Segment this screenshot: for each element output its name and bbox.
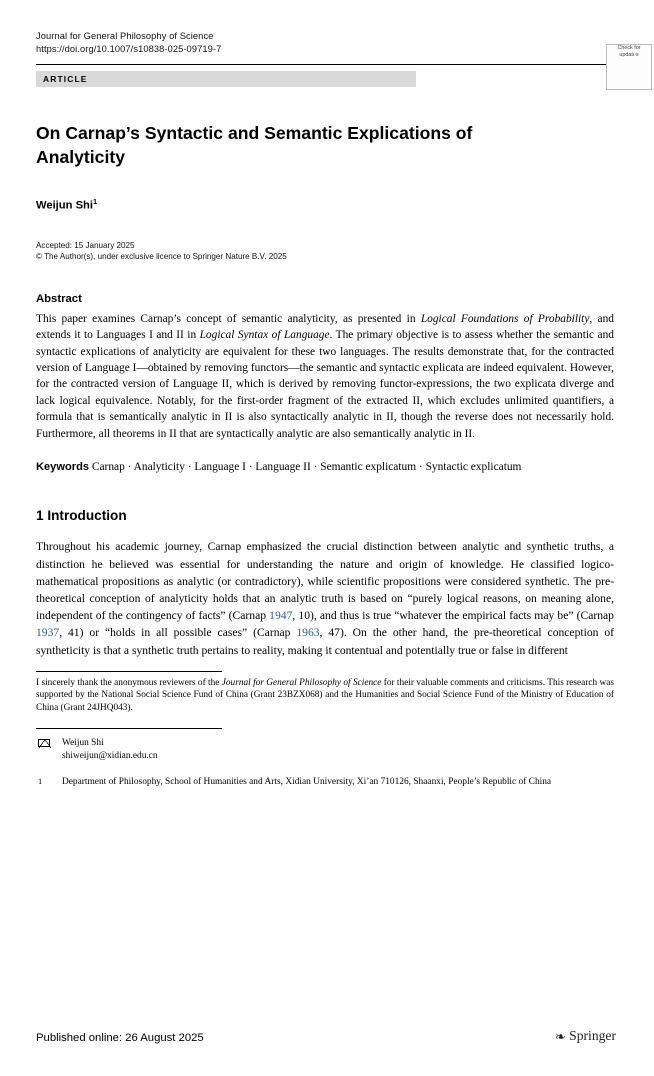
publication-info xyxy=(36,240,616,263)
paragraph-run: , 10), and thus is true “whatever the empirical facts may be” (Carnap xyxy=(292,609,614,623)
keywords-block xyxy=(36,459,614,475)
journal-name: Journal for General Philosophy of Science xyxy=(36,31,214,41)
footnote-run: for their valuable comments and criticisms. This research was supported by the National Social Science Fund of China (Grant 23BZX068) and the Humanities and Social Science Fund of the Ministry of Education of China (Grant 24JHQ043). xyxy=(36,677,614,713)
affiliation-block xyxy=(36,776,614,789)
springer-wordmark: Springer xyxy=(569,1028,616,1043)
footnote-italic-journal: Journal for General Philosophy of Science xyxy=(221,677,382,688)
copyright-line: © The Author(s), under exclusive licence to Springer Nature B.V. 2025 xyxy=(36,252,287,262)
author-name xyxy=(36,197,616,212)
introduction-paragraph xyxy=(36,538,614,658)
abstract-italic-title: Logical Syntax of Language xyxy=(199,329,330,342)
paper-content xyxy=(36,30,616,789)
page-title: On Carnap’s Syntactic and Semantic Explications of Analyticity xyxy=(36,123,473,167)
affiliation-text: Department of Philosophy, School of Humanities and Arts, Xidian University, Xi’an 710126, Shaanxi, People’s Republic of China xyxy=(62,776,552,787)
updates-badge-line2: updates xyxy=(619,52,639,58)
doi-link[interactable]: https://doi.org/10.1007/s10838-025-09719-7 xyxy=(36,44,222,54)
springer-leaf-icon: ❧ xyxy=(554,1029,566,1044)
keywords-list: Carnap · Analyticity · Language I · Language II · Semantic explicatum · Syntactic explicatum xyxy=(91,460,522,473)
footnote-divider xyxy=(36,671,222,672)
abstract-run: , and extends it to Languages I and II in xyxy=(36,312,614,342)
citation-link[interactable]: 1937 xyxy=(36,626,60,640)
abstract-text xyxy=(36,311,614,442)
paragraph-run: Throughout his academic journey, Carnap emphasized the crucial distinction between analytic and synthetic truths, a distinction he believed was essential for understanding the nature and origin of knowledge. He classified logico-mathematical propositions as analytic (or contradictory), while scientific propositions were considered synthetic. The pre-theoretical conception of analyticity holds that an analytic truth is based on “purely logical reasons, on meaning alone, independent of the contingency of facts” (Carnap xyxy=(36,540,614,623)
updates-badge-line1: Check for xyxy=(617,45,641,51)
corresponding-author-name: Weijun Shi xyxy=(62,737,104,748)
abstract-run: . The primary objective is to assess whether the semantic and syntactic explications of analyticity are equivalent for these two languages. The results demonstrate that, for the contracted version of Language I—obtained by removing functors—the semantic and syntactic explicata are indeed equivalent. However, for the contracted version of Language II, which is derived by removing functor-expressions, the two explicata diverge and lack logical equivalence. Notably, for the first-order fragment of the extracted II, which excludes unlimited quantifiers, a formula that is semantically analytic in II is also syntactically analytic in II, though the reverse does not necessarily hold. Furthermore, all theorems in II that are syntactically analytic are also semantically analytic in II. xyxy=(36,329,614,440)
author-affiliation-marker: 1 xyxy=(92,197,98,206)
abstract-run: This paper examines Carnap’s concept of semantic analyticity, as presented in xyxy=(36,312,421,325)
abstract-italic-title: Logical Foundations of Probability xyxy=(420,312,590,325)
contact-divider xyxy=(36,728,222,729)
corresponding-author-block xyxy=(36,737,616,763)
envelope-icon xyxy=(38,739,50,747)
abstract-heading: Abstract xyxy=(36,292,82,305)
affiliation-number: 1 xyxy=(38,776,43,786)
header-divider xyxy=(36,64,616,65)
section-heading-introduction: 1 Introduction xyxy=(36,508,127,524)
author-name-text: Weijun Shi xyxy=(36,199,93,212)
footnote-run: I sincerely thank the anonymous reviewers of the xyxy=(36,677,222,688)
citation-link[interactable]: 1947 xyxy=(269,609,293,623)
article-tag-row xyxy=(36,71,616,87)
article-type-badge: ARTICLE xyxy=(36,71,416,87)
paragraph-run: , 41) or “holds in all possible cases” (Carnap xyxy=(59,626,297,640)
corresponding-author-email[interactable]: shiweijun@xidian.edu.cn xyxy=(62,750,158,761)
keywords-label: Keywords xyxy=(36,460,90,473)
citation-link[interactable]: 1963 xyxy=(296,626,320,640)
published-online-date: Published online: 26 August 2025 xyxy=(36,1032,204,1044)
springer-logo xyxy=(555,1028,616,1044)
footnote-text xyxy=(36,677,614,715)
accepted-date: Accepted: 15 January 2025 xyxy=(36,240,135,250)
check-for-updates-badge[interactable] xyxy=(606,44,652,90)
paragraph-run: , 47). On the other hand, the pre-theoretical conception of syntheticity is that a synthetic truth pertains to reality, making it contentual and potentially true or false in different xyxy=(36,626,614,657)
page-footer xyxy=(36,1028,616,1046)
